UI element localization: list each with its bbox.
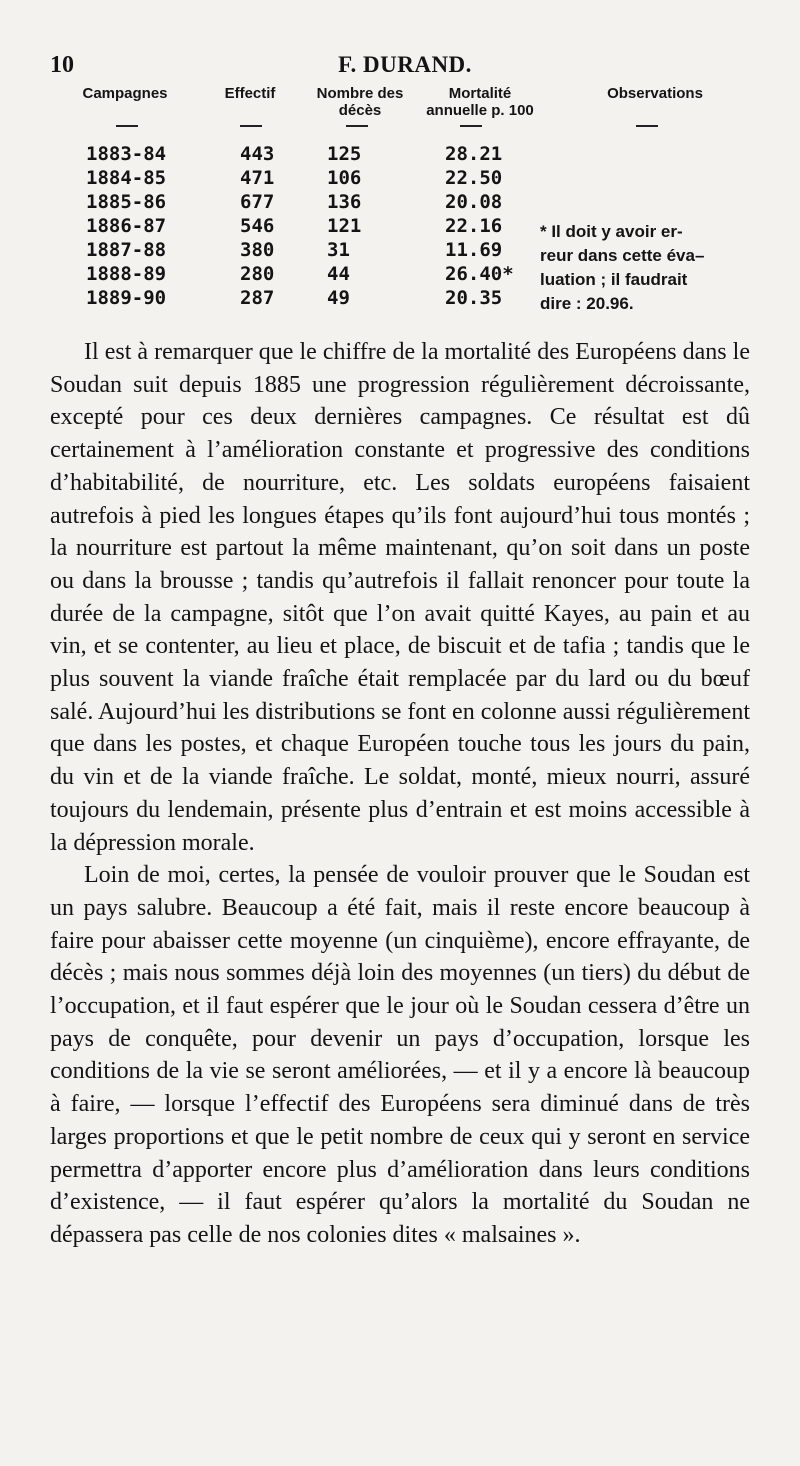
column-rule	[116, 125, 138, 127]
header-mortalite-line2: annuelle p. 100	[426, 102, 534, 119]
cell-effectif: 546	[240, 215, 275, 237]
cell-effectif: 471	[240, 167, 275, 189]
cell-mortalite: 20.35	[445, 287, 503, 309]
cell-deces: 44	[327, 263, 350, 285]
cell-mortalite: 26.40*	[445, 263, 514, 285]
cell-deces: 106	[327, 167, 362, 189]
cell-effectif: 380	[240, 239, 275, 261]
header-deces-line1: Nombre des	[316, 85, 404, 102]
header-observations: Observations	[607, 85, 703, 102]
observation-line: dire : 20.96.	[540, 294, 634, 313]
cell-mortalite: 20.08	[445, 191, 503, 213]
cell-effectif: 280	[240, 263, 275, 285]
cell-mortalite: 22.16	[445, 215, 503, 237]
cell-campagne: 1883-84	[86, 143, 167, 165]
observation-line: luation ; il faudrait	[540, 270, 688, 289]
cell-campagne: 1884-85	[86, 167, 167, 189]
header-effectif: Effectif	[224, 85, 276, 102]
column-rule	[460, 125, 482, 127]
paragraph: Loin de moi, certes, la pensée de vouloir prouver que le Soudan est un pays salubre. Beaucoup a été fait, mais il reste encore beaucoup à faire pour abaisser cette moyenne (un cinquième), encore effrayante, de décès ; mais nous sommes déjà loin des moyennes (un tiers) du début de l’occupation, et il faut espérer que le jour où le Soudan cessera d’être un pays de conquête, pour devenir un pays d’occupation, lorsque les conditions de la vie se seront améliorées, — et il y a encore là beaucoup à faire, — lorsque l’effectif des Européens sera diminué dans de très larges proportions et que le petit nombre de ceux qui y seront en service permettra d’apporter encore plus d’amélioration dans leurs conditions d’existence, — il faut espérer qu’alors la mortalité du Soudan ne dépassera pas celle de nos colonies dites « malsaines ».	[50, 862, 750, 1248]
observation-line: reur dans cette éva–	[540, 246, 705, 265]
cell-mortalite: 11.69	[445, 239, 503, 261]
page-number: 10	[50, 52, 74, 78]
cell-deces: 31	[327, 239, 350, 261]
header-campagnes: Campagnes	[82, 85, 168, 102]
cell-mortalite: 28.21	[445, 143, 503, 165]
column-rule	[636, 125, 658, 127]
header-mortalite-line1: Mortalité	[448, 85, 512, 102]
cell-campagne: 1886-87	[86, 215, 167, 237]
cell-campagne: 1889-90	[86, 287, 167, 309]
running-title: F. DURAND.	[338, 52, 472, 77]
header-mortalite	[405, 85, 555, 119]
table-row	[0, 167, 800, 191]
cell-campagne: 1887-88	[86, 239, 167, 261]
table-row	[0, 191, 800, 215]
cell-effectif: 677	[240, 191, 275, 213]
observations-note	[540, 220, 750, 316]
cell-mortalite: 22.50	[445, 167, 503, 189]
observation-line: * Il doit y avoir er-	[540, 222, 683, 241]
cell-effectif: 443	[240, 143, 275, 165]
paragraph: Il est à remarquer que le chiffre de la mortalité des Européens dans le Soudan suit depuis 1885 une progression régulièrement décroissante, excepté pour ces deux dernières campagnes. Ce résultat est dû certainement à l’amélioration constante et progressive des conditions d’habitabilité, de nourriture, etc. Les soldats européens faisaient autrefois à pied les longues étapes qu’ils font aujourd’hui tous montés ; la nourriture est partout la même maintenant, qu’on soit dans un poste ou dans la brousse ; tandis qu’autrefois il fallait renoncer pour toute la durée de la campagne, sitôt que l’on avait quitté Kayes, au pain et au vin, et se contenter, au lieu et place, de biscuit et de tafia ; tandis que le plus souvent la viande fraîche était remplacée par du lard ou du bœuf salé. Aujourd’hui les distributions se font en colonne aussi régulièrement que dans les postes, et chaque Européen touche tous les jours du pain, du vin et de la viande fraîche. Le soldat, monté, mieux nourri, assuré toujours du lendemain, présente plus d’entrain et est moins accessible à la dépression morale.	[50, 339, 750, 856]
table-row	[0, 143, 800, 167]
cell-campagne: 1888-89	[86, 263, 167, 285]
cell-effectif: 287	[240, 287, 275, 309]
column-rule	[240, 125, 262, 127]
cell-deces: 121	[327, 215, 362, 237]
cell-deces: 136	[327, 191, 362, 213]
header-deces	[300, 85, 420, 119]
body-text	[50, 336, 750, 1252]
page-header	[50, 52, 760, 82]
cell-deces: 125	[327, 143, 362, 165]
mortality-table	[0, 85, 800, 345]
cell-deces: 49	[327, 287, 350, 309]
column-rule	[346, 125, 368, 127]
header-deces-line2: décès	[338, 102, 382, 119]
cell-campagne: 1885-86	[86, 191, 167, 213]
